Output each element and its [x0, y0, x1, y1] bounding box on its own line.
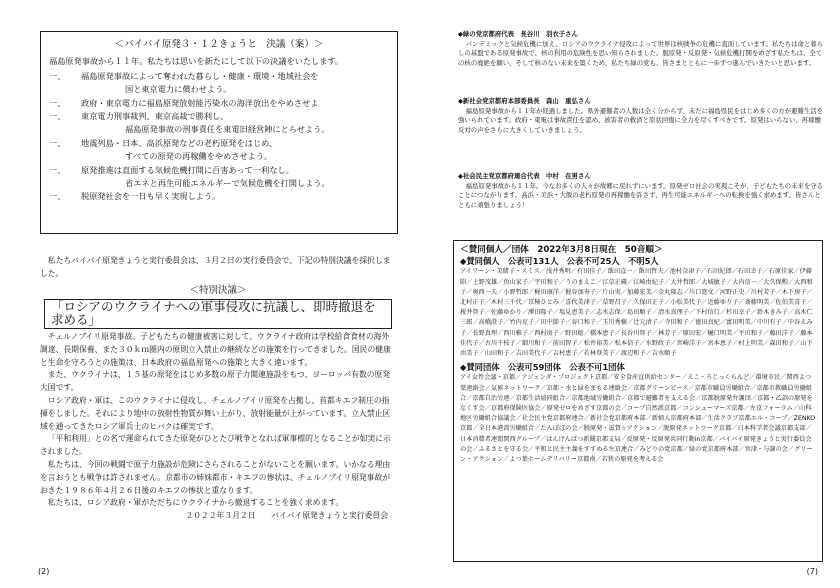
message-body: 福島原発事故から１１年。今なお多くの人々が故郷に戻れずにいます。原発ゼロ社会の実現こそが、子どもたちの未来を守ることにつながります。高浜・美浜・大飯の老朽原発の再稼働を許さず、再生可能エネルギーへの転換を強く求めます。皆さんとともに頑張りましょう！: [458, 181, 824, 209]
resolution-item-1-cont: 国と東京電力に償わせよう。: [125, 84, 232, 95]
page-number-right: (7): [806, 567, 818, 576]
individuals-list: アイリーン・美緒子・スミス／浅井秀明／有田佳子／飯田直一／飯田哲夫／池村奈津子／石田紀郎／石田幸子／石原佳家／伊藤昭／上野茂雄／魚山家子／宇田和子／うのまえこ／江草正蔵／江崎由紀子／大井哲郎／大城敏子／大内信一／大久保勲／大西和子／奥西一夫／小野哲郎／梶田康洋／梶谷加寿子／片山実／加藤宏美／金丸隆志／川口寛文／河野正史／川村芳子／木下房子／北村正子／木村三千代／京極ひとみ／喜代美津子／草野昌子／久保田正子／小松美代子／近藤ゆり子／斎藤明美／佐伯美喜子／桜井智子／佐藤ゆかり／澤田隆子／塩見恵美子／志水志保／島田順子／清水真理子／下村信行／杉田幸子／鈴木きみ子／高木仁三郎／高橋澄子／竹内克子／田中節子／谷口和子／玉川秀樹／辻元清子／寺田和子／徳田真紀／富田明美／中川有子／中谷えみ子／長野真理／西川雅子／西村房子／野田稔／橋本恵子／長谷川智子／林芳子／原田宏／樋口明美／平田和子／藤田洋子／藤本佳代子／古川千枝子／細川和子／前田智子／松井裕美／松本信子／水野政子／宮崎洋子／宮本恵子／村上明美／森田和子／山下由美子／山田和子／吉田美代子／吉村恵子／若林登美子／渡辺和子／吉水順子: [460, 268, 813, 358]
item-text: 脱原発社会を一日も早く実現しよう。: [81, 191, 221, 202]
supporters-box: [453, 240, 823, 562]
message-header: ◆新社会党京都府本部委員長 森山 重弘さん: [458, 97, 591, 105]
resolution-item-1: [49, 70, 389, 83]
message-header: ◆社会民主党京都府連合代表 中村 在男さん: [458, 172, 591, 180]
special-paragraph: ロシア政府・軍は、このウクライナに侵攻し、チェルノブイリ原発を占拠し、首都キエフ制圧の指揮をしました。それにより地中の放射性物質が舞い上がり、放射能量が上がっています。立入禁止区域を通ってきたロシア軍兵士のヒバクは確実です。: [40, 395, 391, 431]
resolution-box: [40, 31, 398, 234]
message-body: 福島原発事故から１１年が経過しました。県外避難者の人数は全く分からず、未だに福島県民をはじめ多くの方が避難生活を強いられています。政府・東電は事故責任を認め、被害者の救済と原状回復に全力を尽くすべきです。原発はいらない、再稼働反対の声をさらに大きくしていきましょう。: [458, 106, 824, 134]
item-mark: 一、: [49, 137, 66, 148]
item-text: 東京電力刑事裁判、東京高裁で勝利し、: [81, 111, 229, 122]
resolution-title: ＜バイバイ原発３・１２きょうと 決議（案）＞: [114, 39, 324, 50]
special-headline: 「ロシアのウクライナへの軍事侵攻に抗議し、即時撤退を求める」: [44, 299, 392, 329]
special-paragraph: チェルノブイリ原発事故、子どもたちの健康被害に対して、ウクライナ政府は学校給食食材の海外調達、長期保養、また３０ｋｍ圏内の原則立入禁止の継続などの施策を行ってきました。国民の健康と生命を守ろうとの施策は、日本政府の福島原発への施策と大きく違います。: [40, 331, 391, 367]
resolution-item-5-cont: 省エネと再生可能エネルギーで気候危機を打開しよう。: [125, 178, 330, 189]
special-paragraph: 私たちは、今回の戦闘で原子力施設が危険にさらされることがないことを願います。いかなる理由を言おうとも戦争は許されません。京都市の姉妹都市・キエフの惨状は、チェルノブイリ原発事故がおきた１９８６年４月２６日後のキエフの惨状と重なります。: [40, 459, 391, 495]
message-block-3: [458, 172, 826, 210]
item-mark: 一、: [49, 70, 66, 81]
special-paragraph: また、ウクライナは、１５基の原発をはじめ多数の原子力関連施設をもつ、ヨーロッパ有数の原発大国です。: [40, 370, 391, 393]
special-title: ＜特別決議＞: [189, 284, 247, 296]
groups-heading: ◆賛同団体 公表可59団体 公表不可1団体: [460, 362, 625, 373]
item-mark: 一、: [49, 111, 66, 122]
resolution-item-2: [49, 97, 389, 110]
item-text: 原発推進は直面する気候危機打開に百害あって一利なし。: [81, 164, 294, 175]
special-intro: 私たちバイバイ原発きょうと実行委員会は、３月２日の実行委員会で、下記の特別決議を採択しました。: [40, 256, 391, 278]
resolution-item-3-cont: 福島原発事故の刑事責任を東電旧経営陣にとらせよう。: [125, 124, 330, 135]
resolution-item-5: [49, 164, 389, 177]
right-page: [420, 0, 840, 588]
special-resolution: [40, 255, 396, 523]
supporters-title: ＜賛同個人／団体 2022年3月8日現在 50音順＞: [460, 245, 663, 255]
special-paragraph: 私たちは、ロシア政府・軍がただちにウクライナから撤退することを強く求めます。: [47, 498, 344, 508]
resolution-intro: 福島原発事故から１１年。私たちは思いを新たにして以下の決議をいたします。: [49, 56, 344, 67]
item-text: 福島原発事故によって奪われた暮らし・健康・環境・地域社会を: [81, 70, 319, 81]
resolution-item-3: [49, 110, 389, 123]
signature: ２０２２年３月２日 バイバイ原発きょうと実行委員会: [185, 511, 388, 521]
groups-list: アイ女性会議・京都／アジェンダ・プロジェクト京都／安全食産直供給センター／えこ・ろじっくらんど／環境市民／関西よつ葉連絡会／気候ネットワーク／京都・水と緑をまもる連絡会／京都グリーンピース／京都市職員労働組合／京都市教職員労働組合／京都自治労連／京都生活協同組合／京都地域労働組合／京都で避難者を支える会／京都脱原発弁護団／京都・乙訓の原発をなくす会／京都府保険医協会／原発ゼロをめざす京都の会／コープ自然派京都／コンシューマーズ京都／左京フォーラム／山科地区労働組合協議会／社会民主党京都府連合／新社会党京都府本部／新婦人京都府本部／生活クラブ京都エル・コープ／ZENKO京都／全日本港湾労働組合／たんぽぽの会／脱原発・滋賀☆アクション／脱原発ネットワーク京都／日本科学者会議京都支部／日本消費者連盟関西グループ／はんげんぱつ新聞京都支局／反原発・反原発共同行動in京都／バイバイ原発きょうと実行委員会の会／ふるさとを守る会／平和と民主主義をすすめる左京連合／みどりの党京都／緑の党京都府本部／宮津・与謝の会／グリーン・アクション／よつ葉ホームデリバリー京都南／若狭の原発を考える会: [460, 374, 816, 464]
resolution-item-4-cont: すべての原発の再稼働をやめさせよう。: [125, 151, 273, 162]
resolution-item-6: [49, 190, 389, 203]
message-block-2: [458, 97, 826, 135]
message-block-1: [458, 30, 826, 68]
page-number-left: (2): [38, 567, 50, 576]
item-text: 政府・東京電力に福島原発放射能汚染水の海洋放出をやめさせよ: [81, 97, 319, 108]
item-mark: 一、: [49, 97, 66, 108]
special-paragraph: 「平和利用」との名で運命られてきた原発がひとたび戦争となれば軍事標的となることが如実に示されました。: [40, 434, 391, 457]
resolution-item-4: [49, 137, 389, 150]
item-text: 地震列島・日本、高浜原発などの老朽原発をはじめ、: [81, 137, 278, 148]
message-header: ◆緑の党京都府代表 長谷川 羽衣子さん: [458, 30, 578, 38]
message-body: パンデミックと気候危機に加え、ロシアのウクライナ侵攻によって世界は核戦争の危機に直面しています。私たちは命と暮らしの基盤である原発事故で、核の利用の危険性を思い知らされました。脱原発・反原発・気候危機打開をめざす私たちは、全ての核の廃絶を願い、そして核のない未来を築くため、私たち緑の党も、皆さまとともに一歩ずつ進んでいきたいと思います。: [458, 39, 824, 67]
item-mark: 一、: [49, 164, 66, 175]
individuals-heading: ◆賛同個人 公表可131人 公表不可25人 不明5人: [460, 256, 659, 267]
item-mark: 一、: [49, 191, 66, 202]
